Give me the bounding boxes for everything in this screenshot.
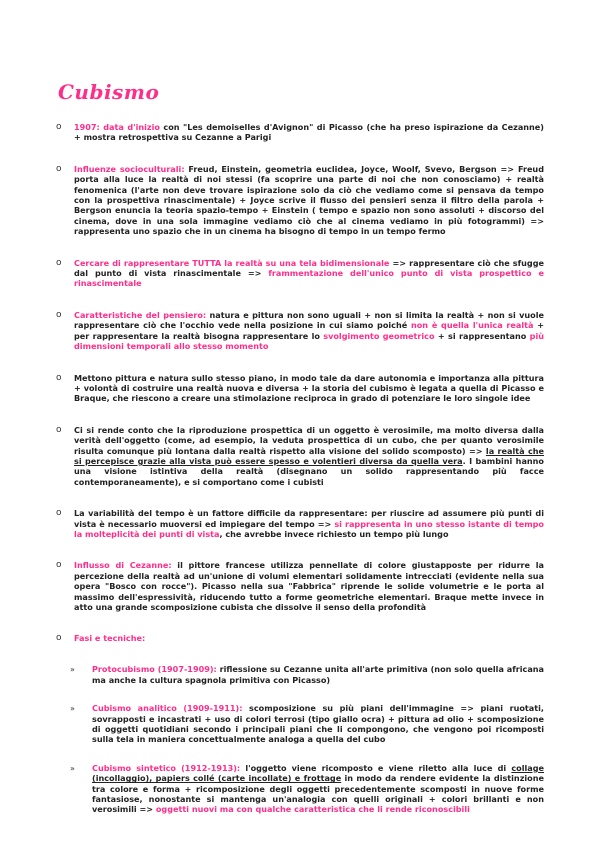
bullet-icon: o bbox=[56, 309, 62, 320]
list-item bbox=[56, 560, 544, 612]
item-text bbox=[74, 258, 544, 289]
body-text: in modo da rendere evidente la distinzione tra colore e forma + ricomposizione degli oggetti precedentemente scomposti in nuove forme fantasiose, nonostante si mantenga un'analogia con quelli originali + colori brillanti e non verosimili => bbox=[92, 773, 544, 815]
chevron-right-icon: » bbox=[70, 665, 75, 675]
highlight: si rappresenta in uno stesso istante di tempo la molteplicità dei punti di vista bbox=[74, 518, 544, 539]
body-text: con "Les demoiselles d'Avignon" di Picasso (che ha preso ispirazione da Cezanne) + mostra retrospettiva su Cezanne a Parigi bbox=[74, 122, 544, 143]
list-item bbox=[56, 310, 544, 352]
page-title: Cubismo bbox=[58, 80, 160, 104]
list-item bbox=[56, 633, 544, 644]
body-text: natura e pittura non sono uguali + non si limita la realtà + non si vuole rappresentare ciò che l'occhio vede nella posizione in cui siamo poiché bbox=[74, 309, 544, 331]
sub-list-item bbox=[56, 664, 544, 685]
highlight: Influenze socioculturali: bbox=[74, 163, 185, 174]
highlight: Caratteristiche del pensiero: bbox=[74, 309, 207, 320]
item-text bbox=[74, 633, 544, 643]
body-text: riflessione su Cezanne unita all'arte primitiva (non solo quella africana ma anche la cultura spagnola primitiva con Picasso) bbox=[92, 664, 545, 685]
bullet-icon: o bbox=[56, 560, 62, 571]
highlight: Influsso di Cezanne: bbox=[74, 560, 172, 571]
body-text: La variabilità del tempo è un fattore difficile da rappresentare: per riuscire ad assumere più punti di vista è necessario muoversi ed impiegare del tempo => bbox=[74, 508, 544, 529]
list-item bbox=[56, 258, 544, 289]
bullet-icon: o bbox=[56, 122, 62, 132]
list-item bbox=[56, 164, 544, 237]
item-text bbox=[92, 664, 544, 685]
sub-list-item bbox=[56, 763, 544, 815]
sub-list-item bbox=[56, 703, 544, 745]
body-text: + si rappresentano bbox=[434, 330, 530, 341]
item-text bbox=[74, 164, 544, 237]
item-text bbox=[74, 508, 544, 539]
list-item bbox=[56, 508, 544, 539]
item-text bbox=[74, 310, 544, 352]
body-text: . I bambini hanno una visione istintiva della realtà (disegnano un solido rappresentando più facce contemporaneamente), e si comportano come i cubisti bbox=[74, 455, 544, 487]
bullet-icon: o bbox=[56, 508, 62, 519]
body-text: il pittore francese utilizza pennellate di colore giustapposte per ridurre la percezione della realtà ad un'unione di volumi elementari solidamente intrecciati (evidente nella sua opera "Bosco con rocce"). Picasso nella sua "Fabbrica" riprende le solide volumetrie e le porta al massimo dell'espressività, riducendo tutto a forme geometriche elementari. Braque mette invece in atto una grande scomposizione cubista che dissolve il senso della profondità bbox=[74, 560, 544, 612]
bullet-icon: o bbox=[56, 163, 62, 174]
highlight: Cercare di rappresentare TUTTA la realtà su una tela bidimensionale bbox=[74, 257, 390, 268]
highlight: più dimensioni temporali allo stesso momento bbox=[74, 330, 544, 352]
bullet-icon: o bbox=[56, 424, 62, 435]
body-text: Mettono pittura e natura sullo stesso piano, in modo tale da dare autonomia e importanza alla pittura + volontà di costruire una realtà nuova e diversa + la storia del cubismo è legata a quella di Picasso e Braque, che riescono a creare una stimolazione reciproca in grado di potenziare le loro singole idee bbox=[74, 372, 544, 404]
body-text: l'oggetto viene ricomposto e viene riletto alla luce di bbox=[240, 762, 512, 773]
body-text: Freud, Einstein, geometria euclidea, Joyce, Woolf, Svevo, Bergson => Freud porta alla luce la realtà di noi stessi (fa scoprire una parte di noi che non conosciamo) + realtà fenomenica (l'arte non deve trovare ispirazione solo da ciò che vediamo come si pensava da tempo con la prospettiva rinascimentale) + Joyce scrive il flusso dei pensieri senza il filtro della parola + Bergson enuncia la teoria spazio-tempo + Einstein ( tempo e spazio non sono assoluti + discorso del cinema, dove in una sola immagine vediamo ciò che al cinema vediamo in più fotogrammi) => rappresenta uno spazio che in un cinema ha bisogno di tempo in un tempo fermo bbox=[74, 163, 544, 237]
chevron-right-icon: » bbox=[70, 704, 75, 714]
list-item bbox=[56, 373, 544, 404]
bullet-icon: o bbox=[56, 372, 62, 383]
highlight: Cubismo sintetico (1912-1913): bbox=[92, 762, 241, 773]
list-item bbox=[56, 122, 544, 143]
highlight: Protocubismo (1907-1909): bbox=[92, 664, 217, 675]
bullet-list bbox=[56, 122, 544, 833]
bullet-icon: o bbox=[56, 633, 62, 644]
highlight: oggetti nuovi ma con qualche caratteristica che li rende riconoscibili bbox=[155, 804, 470, 815]
highlight: frammentazione dell'unico punto di vista prospettico e rinascimentale bbox=[74, 268, 544, 289]
bullet-icon: o bbox=[56, 257, 62, 268]
item-text bbox=[92, 703, 544, 745]
item-text bbox=[74, 425, 544, 487]
chevron-right-icon: » bbox=[70, 763, 75, 773]
item-text bbox=[74, 560, 544, 612]
item-text bbox=[74, 373, 544, 404]
highlight: non è quella l'unica realtà bbox=[410, 320, 534, 331]
body-text: + per rappresentare la realtà bisogna rappresentare lo bbox=[74, 320, 544, 341]
underlined-text: collage (incollaggio), papiers collé (carte incollate) e frottage bbox=[92, 762, 544, 784]
underlined-text: la realtà che si percepisce grazie alla vista può essere spesso e volentieri diversa da quella vera bbox=[74, 445, 545, 466]
body-text: => rappresentare ciò che sfugge dal punto di vista rinascimentale => bbox=[74, 257, 544, 279]
list-item bbox=[56, 425, 544, 487]
highlight: Fasi e tecniche: bbox=[74, 633, 146, 644]
highlight: svolgimento geometrico bbox=[323, 330, 435, 341]
body-text: , che avrebbe invece richiesto un tempo più lungo bbox=[219, 528, 449, 539]
sub-list bbox=[56, 664, 544, 814]
body-text: scomposizione su più piani dell'immagine => piani ruotati, sovrapposti e incastrati + uso di colori terrosi (tipo giallo ocra) + pittura ad olio + scomposizione di oggetti quotidiani secondo i principali piani che li compongono, che vengono poi ricomposti sulla tela in maniera concettualmente analoga a quella del cubo bbox=[92, 703, 544, 745]
item-text bbox=[74, 122, 544, 143]
highlight: Cubismo analitico (1909-1911): bbox=[92, 703, 243, 714]
highlight: 1907: data d'inizio bbox=[74, 122, 160, 132]
body-text: Ci si rende conto che la riproduzione prospettica di un oggetto è verosimile, ma molto diversa dalla verità dell'oggetto (come, ad esempio, la veduta prospettica di un cubo, che per quanto verosimile risulta comunque più lontana dalla realtà rispetto alla visione del solido scomposto) => bbox=[74, 424, 544, 456]
item-text bbox=[92, 763, 544, 815]
